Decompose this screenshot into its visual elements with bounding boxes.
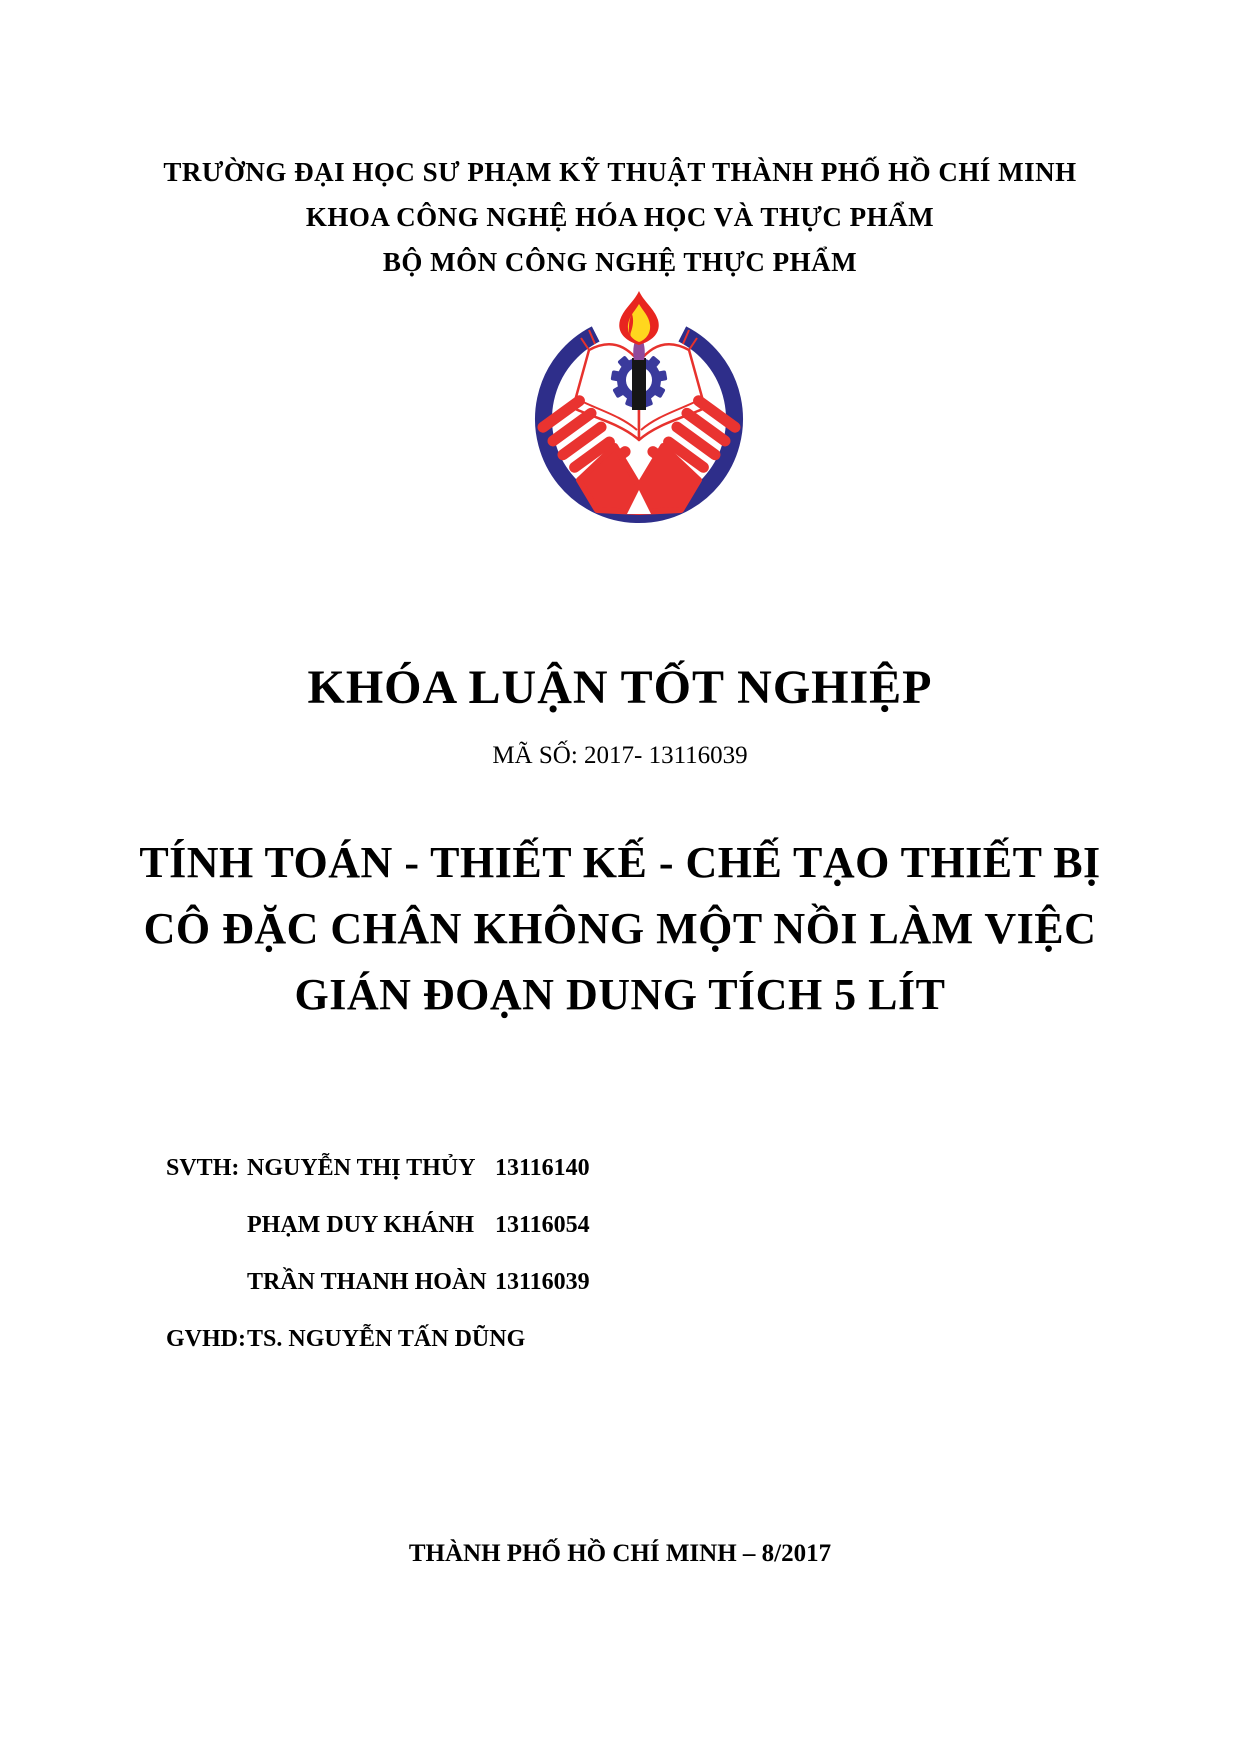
people-block (166, 1140, 590, 1368)
university-name: TRƯỜNG ĐẠI HỌC SƯ PHẠM KỸ THUẬT THÀNH PHỐ HỒ CHÍ MINH (163, 157, 1077, 187)
thesis-title-line-1: TÍNH TOÁN - THIẾT KẾ - CHẾ TẠO THIẾT BỊ (139, 838, 1101, 887)
footer-location-date: THÀNH PHỐ HỒ CHÍ MINH – 8/2017 (408, 1540, 832, 1567)
advisor-name: TS. NGUYỄN TẤN DŨNG (247, 1326, 526, 1352)
document-type-title: KHÓA LUẬN TỐT NGHIỆP (307, 661, 933, 714)
svth-label: SVTH: (166, 1155, 240, 1181)
student-id: 13116140 (495, 1155, 590, 1181)
header-block (0, 150, 1240, 285)
student-name: PHẠM DUY KHÁNH (247, 1212, 475, 1238)
thesis-title-line-2: CÔ ĐẶC CHÂN KHÔNG MỘT NỒI LÀM VIỆC (143, 904, 1097, 953)
logo-flame (619, 291, 658, 345)
logo-torch-handle (632, 358, 646, 410)
university-logo (533, 290, 745, 525)
student-row (166, 1197, 590, 1254)
student-row (166, 1140, 590, 1197)
student-id: 13116054 (495, 1212, 590, 1238)
advisor-row (166, 1311, 590, 1368)
university-logo-icon (533, 290, 745, 525)
gvhd-label: GVHD: (166, 1326, 246, 1352)
thesis-title-line-3: GIÁN ĐOẠN DUNG TÍCH 5 LÍT (294, 970, 946, 1019)
student-id: 13116039 (495, 1269, 590, 1295)
department-name: BỘ MÔN CÔNG NGHỆ THỰC PHẨM (382, 247, 858, 277)
student-row (166, 1254, 590, 1311)
thesis-title (0, 830, 1240, 1028)
faculty-name: KHOA CÔNG NGHỆ HÓA HỌC VÀ THỰC PHẨM (305, 202, 935, 232)
document-code: MÃ SỐ: 2017- 13116039 (492, 742, 748, 769)
student-name: TRẦN THANH HOÀN (247, 1269, 487, 1295)
student-name: NGUYỄN THỊ THỦY (247, 1155, 476, 1181)
